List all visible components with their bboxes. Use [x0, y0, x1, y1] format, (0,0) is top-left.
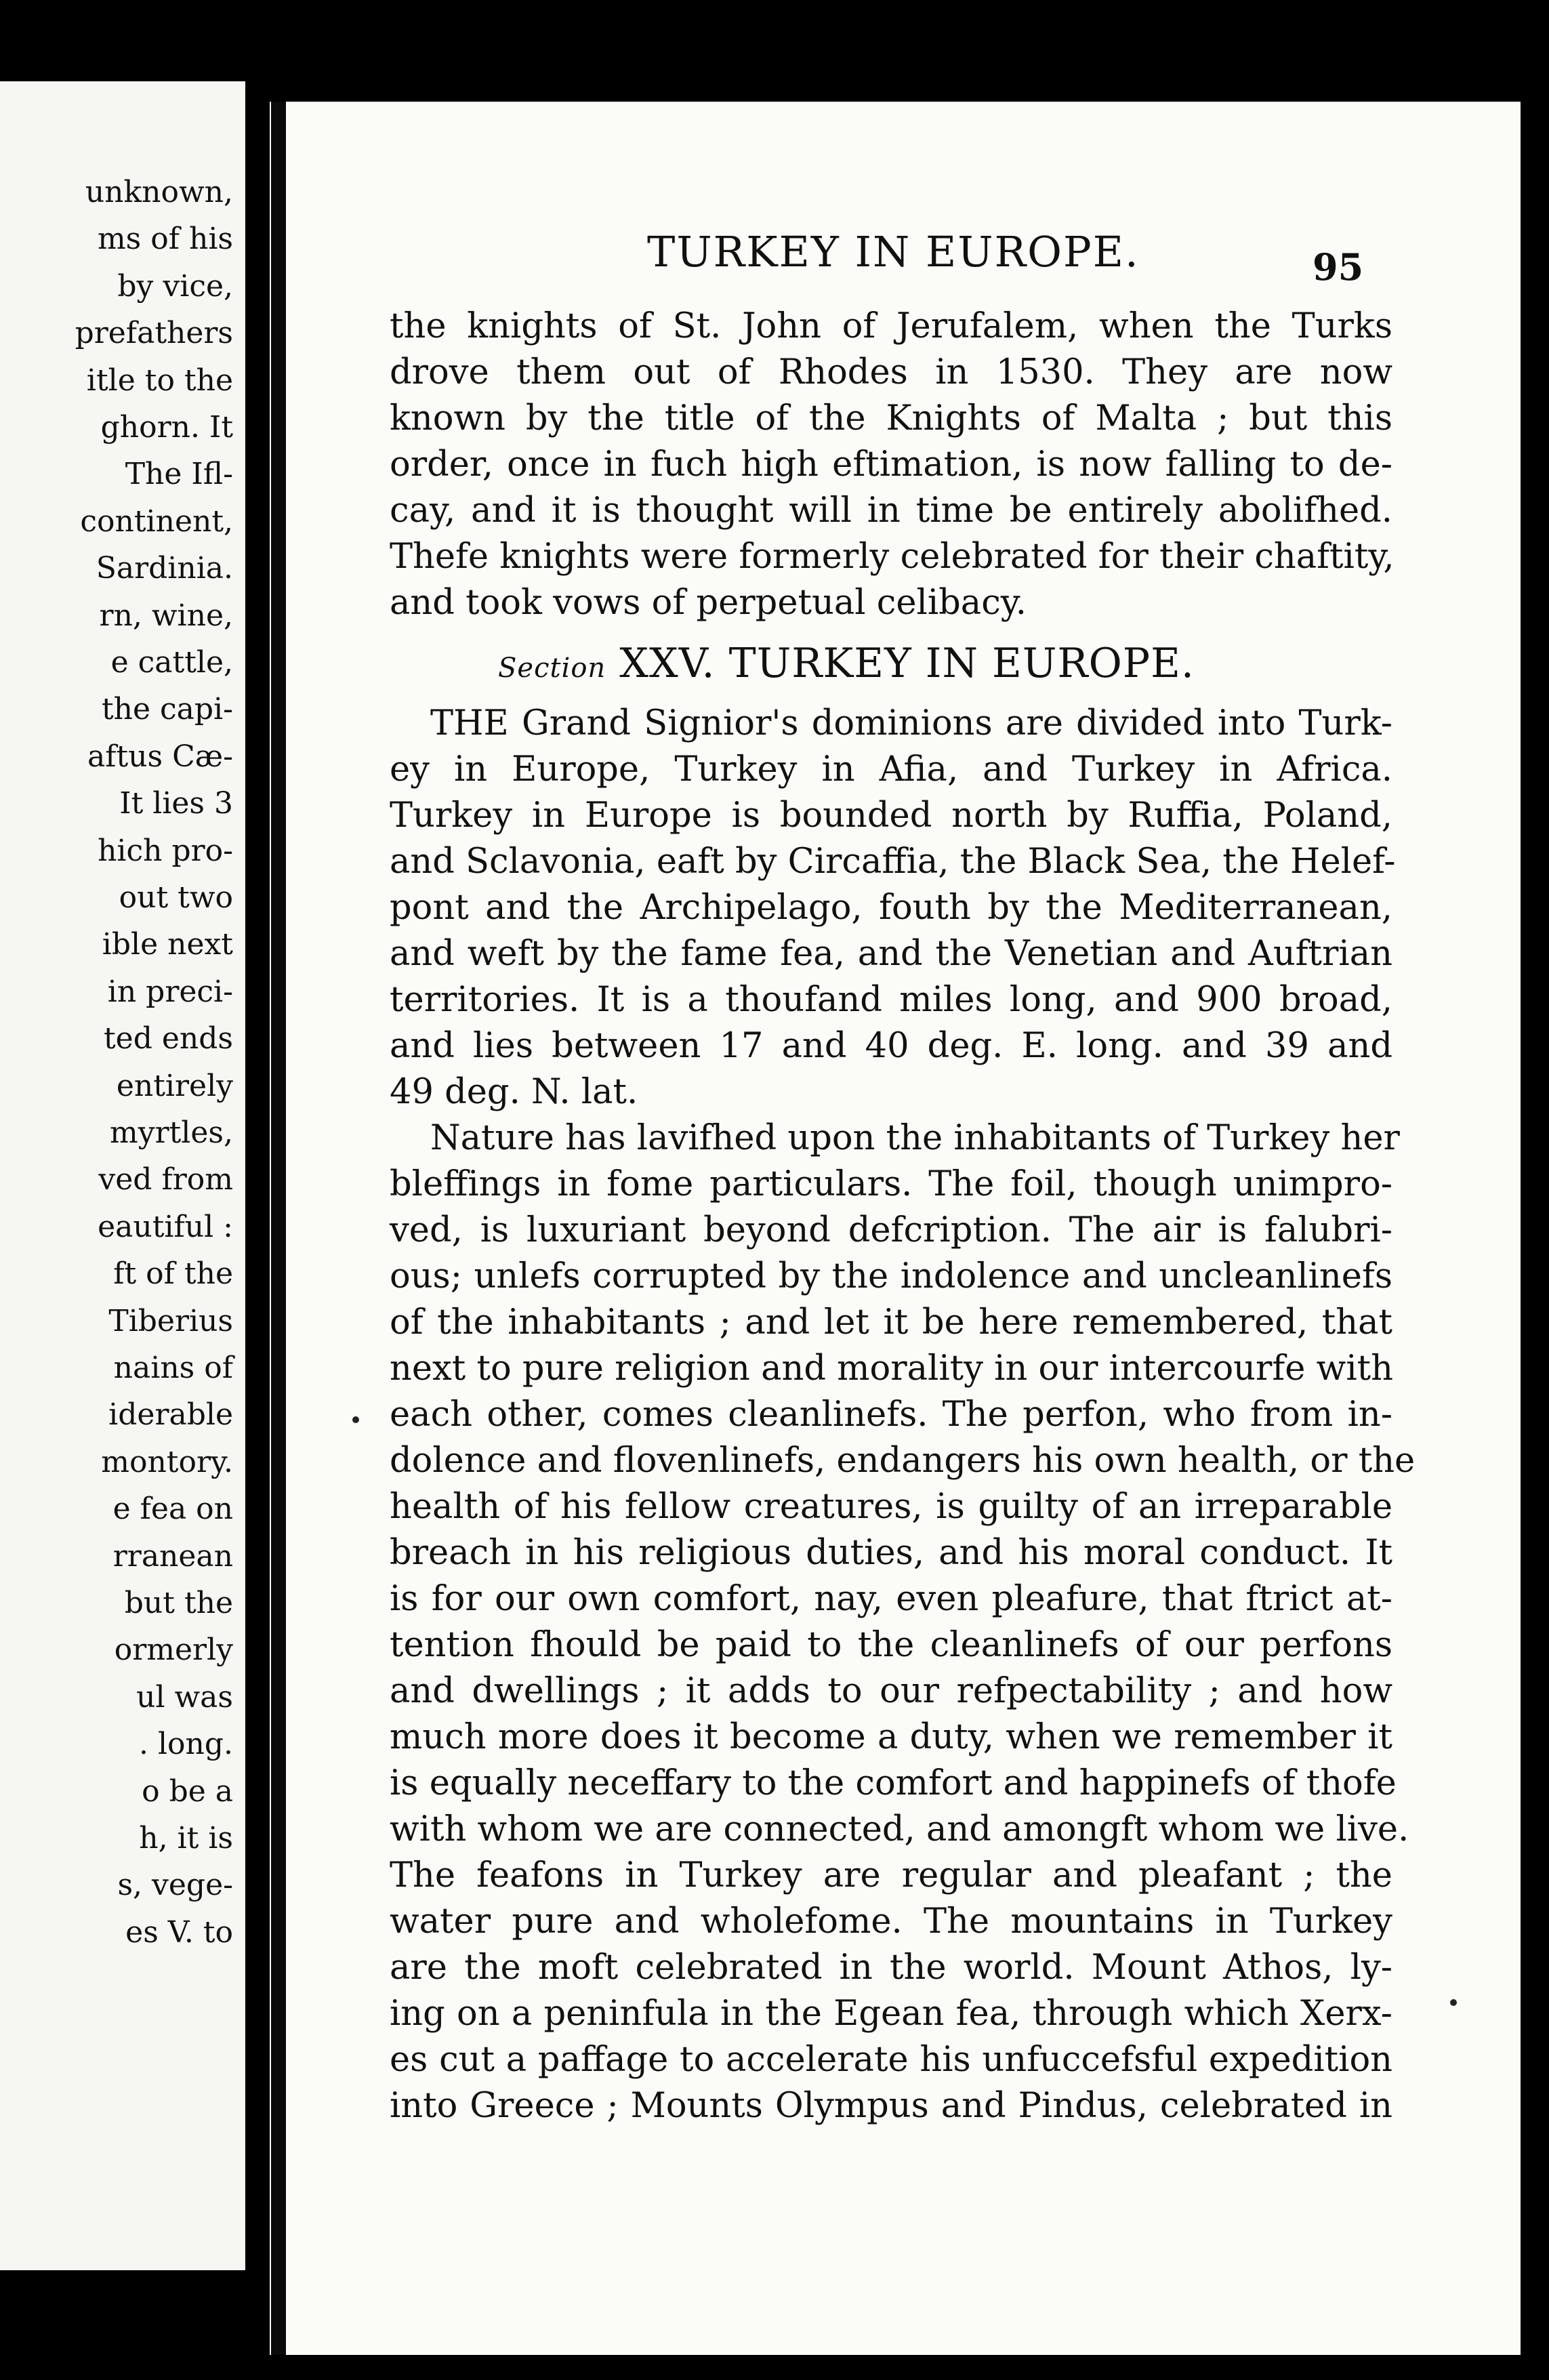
scan-speck	[352, 1416, 359, 1423]
previous-page-line: itle to the	[86, 363, 233, 398]
section-title: XXV. TURKEY IN EUROPE.	[619, 640, 1195, 687]
previous-page-line: ormerly	[114, 1633, 233, 1668]
text-line: Thefe knights were formerly celebrated for their chaftity,	[390, 537, 1395, 577]
text-line: cay, and it is thought will in time be entirely abolifhed.	[390, 491, 1392, 531]
previous-page-line: e fea on	[112, 1492, 233, 1527]
text-line: health of his fellow creatures, is guilty of an irreparable	[390, 1487, 1392, 1527]
previous-page-line: nains of	[113, 1351, 233, 1385]
previous-page-line: ul was	[136, 1679, 233, 1715]
previous-page-line: . long.	[138, 1727, 233, 1762]
paragraph-nature	[390, 1115, 1416, 2129]
previous-page-line: Tiberius	[108, 1303, 233, 1338]
previous-page-line: ms of his	[97, 222, 233, 257]
previous-page-line: hich pro-	[98, 833, 233, 868]
previous-page-line: h, it is	[139, 1821, 233, 1855]
text-line: are the moft celebrated in the world. Mount Athos, ly-	[390, 1948, 1392, 1988]
paragraph-continuation	[390, 304, 1395, 626]
previous-page-line: aftus Cæ-	[87, 739, 233, 774]
running-title: TURKEY IN EUROPE.	[647, 227, 1140, 276]
previous-page-line: ghorn. It	[100, 410, 233, 445]
paragraph-boundaries	[390, 701, 1396, 1115]
previous-page-line: ible next	[102, 927, 233, 962]
text-line: with whom we are connected, and amongft whom we live.	[390, 1809, 1409, 1849]
text-line: and weft by the fame fea, and the Venetian and Auftrian	[390, 934, 1392, 974]
previous-page-line: by vice,	[117, 268, 233, 304]
text-line: breach in his religious duties, and his moral conduct. It	[390, 1533, 1392, 1573]
text-line: each other, comes cleanlinefs. The perfon, who from in-	[390, 1395, 1392, 1435]
previous-page-line: montory.	[101, 1444, 233, 1479]
text-line: 49 deg. N. lat.	[390, 1072, 638, 1112]
text-line: water pure and wholefome. The mountains in Turkey	[390, 1902, 1392, 1942]
previous-page-line: iderable	[108, 1397, 233, 1433]
previous-page-line: prefathers	[75, 316, 233, 351]
previous-page-line: myrtles,	[110, 1115, 233, 1150]
text-line: tention fhould be paid to the cleanlinefs of our perfons	[390, 1625, 1392, 1665]
text-line: ing on a peninfula in the Egean fea, through which Xerx-	[390, 1994, 1392, 2034]
previous-page-line: eautiful :	[98, 1209, 233, 1244]
text-line: is equally neceffary to the comfort and happinefs of thofe	[390, 1763, 1397, 1803]
previous-page-line: in preci-	[107, 974, 233, 1009]
previous-page-line: It lies 3	[119, 786, 233, 821]
previous-page-line: the capi-	[101, 692, 233, 727]
text-line: The feafons in Turkey are regular and pleafant ; the	[390, 1855, 1392, 1895]
text-line: dolence and flovenlinefs, endangers his own health, or the	[390, 1441, 1416, 1481]
text-line: ous; unlefs corrupted by the indolence and uncleanlinefs	[390, 1256, 1392, 1296]
text-line: into Greece ; Mounts Olympus and Pindus, celebrated in	[390, 2086, 1392, 2126]
page-gutter	[271, 102, 286, 2355]
text-line: next to pure religion and morality in our intercourfe with	[390, 1349, 1393, 1389]
text-line: known by the title of the Knights of Malta ; but this	[390, 398, 1392, 438]
text-line: Nature has lavifhed upon the inhabitants of Turkey her	[430, 1118, 1400, 1158]
text-line: and took vows of perpetual celibacy.	[390, 583, 1027, 623]
previous-page-line: ved from	[98, 1162, 233, 1197]
previous-page-line: but the	[124, 1586, 233, 1620]
page-body	[390, 304, 1416, 2129]
previous-page-line: continent,	[80, 504, 233, 539]
previous-page-line: e cattle,	[110, 645, 233, 680]
previous-page-line: unknown,	[85, 175, 233, 209]
previous-page-line: out two	[119, 880, 233, 915]
previous-page-line: The Ifl-	[125, 457, 233, 492]
previous-page-line: ted ends	[104, 1021, 233, 1056]
text-line: the knights of St. John of Jerufalem, when the Turks	[390, 306, 1392, 346]
previous-page	[0, 81, 245, 2270]
text-line: ey in Europe, Turkey in Afia, and Turkey in Africa.	[390, 750, 1392, 789]
previous-page-line: rn, wine,	[99, 598, 233, 633]
text-line: THE Grand Signior's dominions are divided into Turk-	[430, 703, 1392, 743]
text-line: es cut a paffage to accelerate his unfuccefsful expedition	[390, 2040, 1392, 2080]
text-line: pont and the Archipelago, fouth by the Mediterranean,	[390, 888, 1392, 928]
text-line: Turkey in Europe is bounded north by Ruffia, Poland,	[390, 796, 1392, 836]
text-line: ved, is luxuriant beyond defcription. The air is falubri-	[390, 1210, 1392, 1250]
text-line: much more does it become a duty, when we remember it	[390, 1717, 1392, 1757]
text-line: is for our own comfort, nay, even pleafure, that ftrict at-	[390, 1579, 1392, 1619]
text-line: drove them out of Rhodes in 1530. They are now	[390, 352, 1392, 392]
text-line: of the inhabitants ; and let it be here remembered, that	[390, 1302, 1392, 1342]
section-heading	[390, 626, 1392, 701]
text-line: territories. It is a thoufand miles long, and 900 broad,	[390, 980, 1392, 1020]
previous-page-line: o be a	[142, 1773, 233, 1809]
text-line: and lies between 17 and 40 deg. E. long. and 39 and	[390, 1026, 1392, 1066]
text-line: bleffings in fome particulars. The foil, though unimpro-	[390, 1164, 1392, 1204]
page-number: 95	[1313, 245, 1364, 289]
section-label: Section	[498, 653, 606, 684]
previous-page-line: rranean	[112, 1538, 233, 1574]
previous-page-line: s, vege-	[117, 1868, 233, 1903]
text-line: and dwellings ; it adds to our refpectability ; and how	[390, 1671, 1392, 1711]
text-line: order, once in fuch high eftimation, is now falling to de-	[390, 445, 1392, 485]
previous-page-line: es V. to	[125, 1914, 233, 1950]
previous-page-line: ft of the	[113, 1256, 233, 1292]
text-line: and Sclavonia, eaft by Circaffia, the Black Sea, the Helef-	[390, 842, 1396, 882]
scan-speck	[1450, 1999, 1457, 2006]
previous-page-line: entirely	[116, 1068, 233, 1103]
previous-page-line: Sardinia.	[96, 551, 233, 586]
